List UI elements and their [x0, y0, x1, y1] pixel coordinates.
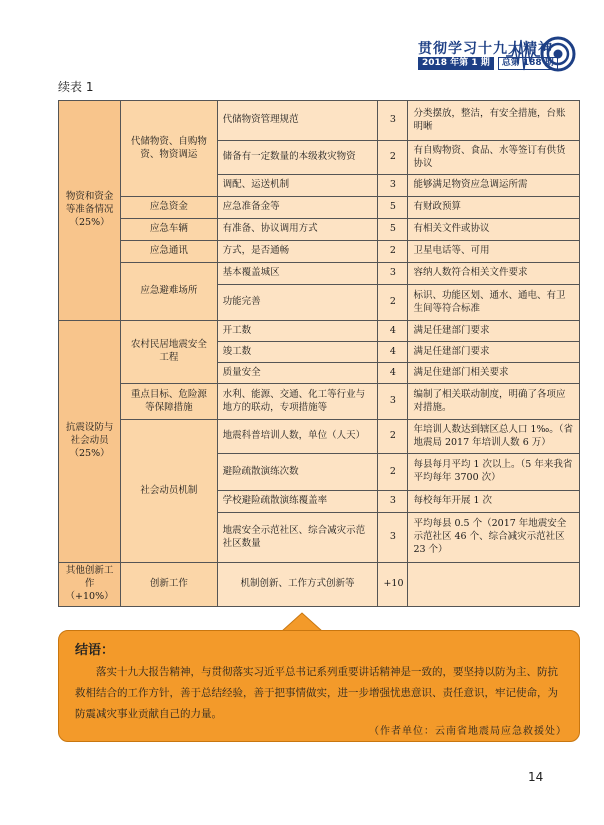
standard-cell: 编制了相关联动制度，明确了各项应对措施。 — [408, 384, 580, 420]
criteria-cell: 储备有一定数量的本级救灾物资 — [217, 141, 378, 175]
category-cell: 物资和资金等准备情况（25%） — [59, 101, 121, 321]
criteria-cell: 水利、能源、交通、化工等行业与地方的联动，专项措施等 — [217, 384, 378, 420]
standard-cell: 年培训人数达到辖区总人口 1‰。（省地震局 2017 年培训人数 6 万） — [408, 420, 580, 454]
table-row — [59, 420, 580, 454]
category-cell: 其他创新工作（+10%） — [59, 563, 121, 607]
table-row — [59, 197, 580, 219]
criteria-cell: 基本覆盖城区 — [217, 263, 378, 285]
standard-cell: 有相关文件或协议 — [408, 219, 580, 241]
criteria-cell: 开工数 — [217, 321, 378, 342]
conclusion-body: 落实十九大报告精神，与贯彻落实习近平总书记系列重要讲话精神是一致的，要坚持以防为主、防抗救相结合的工作方针，善于总结经验，善于把事情做实，进一步增强忧患意识、责任意识，牢记使命，为防震减灾事业贡献自己的力量。 — [75, 666, 558, 720]
item-cell: 应急通讯 — [121, 241, 217, 263]
score-cell: 5 — [378, 197, 408, 219]
score-cell: 3 — [378, 263, 408, 285]
score-cell: 2 — [378, 285, 408, 321]
score-cell: +10 — [378, 563, 408, 607]
evaluation-table — [58, 100, 580, 607]
table-caption: 续表 1 — [58, 80, 94, 94]
table-row — [59, 263, 580, 285]
score-cell: 2 — [378, 141, 408, 175]
criteria-cell: 代储物资管理规范 — [217, 101, 378, 141]
standard-cell: 满足住建部门相关要求 — [408, 363, 580, 384]
item-cell: 农村民居地震安全工程 — [121, 321, 217, 384]
category-cell: 抗震设防与社会动员（25%） — [59, 321, 121, 563]
criteria-cell: 方式，是否通畅 — [217, 241, 378, 263]
score-cell: 3 — [378, 101, 408, 141]
journal-title: 贯彻学习十九大精神 — [418, 41, 553, 57]
criteria-cell: 学校避险疏散演练覆盖率 — [217, 491, 378, 513]
score-cell: 5 — [378, 219, 408, 241]
criteria-cell: 避险疏散演练次数 — [217, 454, 378, 491]
standard-cell: 有财政预算 — [408, 197, 580, 219]
score-cell: 4 — [378, 321, 408, 342]
criteria-cell: 质量安全 — [217, 363, 378, 384]
score-cell: 3 — [378, 491, 408, 513]
item-cell: 应急资金 — [121, 197, 217, 219]
item-cell: 社会动员机制 — [121, 420, 217, 563]
conclusion-title: 结语： — [75, 643, 115, 658]
standard-cell: 卫星电话等、可用 — [408, 241, 580, 263]
criteria-cell: 功能完善 — [217, 285, 378, 321]
table-row — [59, 563, 580, 607]
score-cell: 2 — [378, 420, 408, 454]
signal-wave-icon — [506, 30, 578, 78]
score-cell: 4 — [378, 363, 408, 384]
standard-cell: 有自购物资、食品、水等签订有供货协议 — [408, 141, 580, 175]
standard-cell: 每县每月平均 1 次以上。（5 年来我省平均每年 3700 次） — [408, 454, 580, 491]
score-cell: 3 — [378, 175, 408, 197]
criteria-cell: 有准备、协议调用方式 — [217, 219, 378, 241]
score-cell: 3 — [378, 384, 408, 420]
item-cell: 代储物资、自购物资、物资调运 — [121, 101, 217, 197]
table-row — [59, 384, 580, 420]
table-row — [59, 241, 580, 263]
criteria-cell: 应急准备金等 — [217, 197, 378, 219]
standard-cell: 分类摆放，整洁，有安全措施，台账明晰 — [408, 101, 580, 141]
standard-cell: 容纳人数符合相关文件要求 — [408, 263, 580, 285]
criteria-cell: 竣工数 — [217, 342, 378, 363]
item-cell: 应急避难场所 — [121, 263, 217, 321]
score-cell: 4 — [378, 342, 408, 363]
table-row — [59, 219, 580, 241]
criteria-cell: 地震科普培训人数，单位（人天） — [217, 420, 378, 454]
standard-cell: 平均每县 0.5 个（2017 年地震安全示范社区 46 个、综合减灾示范社区 23 个） — [408, 513, 580, 563]
standard-cell: 标识、功能区划、通水、通电、有卫生间等符合标准 — [408, 285, 580, 321]
page-number: 14 — [528, 770, 544, 784]
total-issue-label: 总第 188 期 — [498, 57, 558, 70]
standard-cell: 满足任建部门要求 — [408, 342, 580, 363]
score-cell: 2 — [378, 241, 408, 263]
criteria-cell: 调配、运送机制 — [217, 175, 378, 197]
author-affiliation: （作者单位：云南省地震局应急救援处） — [369, 726, 567, 737]
standard-cell: 满足任建部门要求 — [408, 321, 580, 342]
table-row — [59, 101, 580, 141]
callout-pointer — [282, 612, 322, 632]
table-row — [59, 321, 580, 342]
criteria-cell: 地震安全示范社区、综合减灾示范社区数量 — [217, 513, 378, 563]
item-cell: 应急车辆 — [121, 219, 217, 241]
standard-cell — [408, 563, 580, 607]
issue-label: 2018 年第 1 期 — [418, 57, 494, 70]
item-cell: 重点目标、危险源等保障措施 — [121, 384, 217, 420]
conclusion-box — [58, 630, 580, 742]
standard-cell: 能够满足物资应急调运所需 — [408, 175, 580, 197]
standard-cell: 每校每年开展 1 次 — [408, 491, 580, 513]
score-cell: 3 — [378, 513, 408, 563]
score-cell: 2 — [378, 454, 408, 491]
item-cell: 创新工作 — [121, 563, 217, 607]
criteria-cell: 机制创新、工作方式创新等 — [217, 563, 378, 607]
